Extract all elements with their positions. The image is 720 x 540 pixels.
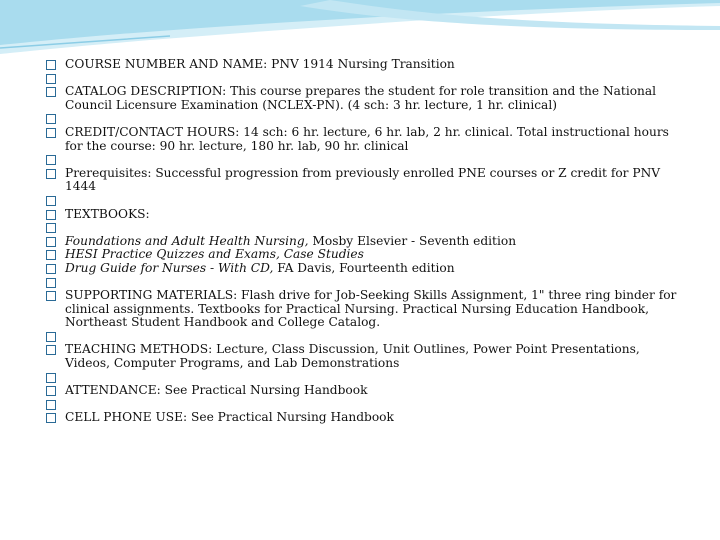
textbook-publisher: Mosby Elsevier - Seventh edition xyxy=(308,233,517,248)
bullet-icon xyxy=(46,250,56,260)
list-item-textbook-drug-guide xyxy=(46,262,686,276)
list-item-textbooks xyxy=(46,208,686,222)
list-item-course-number xyxy=(46,58,686,72)
bullet-icon xyxy=(46,155,56,165)
list-item-blank xyxy=(46,153,686,167)
item-text: COURSE NUMBER AND NAME: PNV 1914 Nursing Transition xyxy=(65,57,455,71)
bullet-icon xyxy=(46,114,56,124)
list-item-blank xyxy=(46,371,686,385)
bullet-icon xyxy=(46,413,56,423)
list-item-blank xyxy=(46,194,686,208)
bullet-icon xyxy=(46,237,56,247)
list-item-textbook-foundations xyxy=(46,235,686,249)
list-item-cell-phone-use xyxy=(46,411,686,425)
item-text: CREDIT/CONTACT HOURS: 14 sch: 6 hr. lecture, 6 hr. lab, 2 hr. clinical. Total instructional hours for the course: 90 hr. lecture, 180 hr. lab, 90 hr. clinical xyxy=(65,124,669,153)
bullet-icon xyxy=(46,169,56,179)
bullet-icon xyxy=(46,345,56,355)
bullet-icon xyxy=(46,60,56,70)
list-item-supporting-materials xyxy=(46,289,686,330)
textbook-title: Foundations and Adult Health Nursing, xyxy=(65,233,309,248)
list-item-blank xyxy=(46,221,686,235)
course-info-list xyxy=(46,58,686,425)
bullet-icon xyxy=(46,278,56,288)
bullet-icon xyxy=(46,373,56,383)
list-item-catalog-description xyxy=(46,85,686,112)
list-item-textbook-hesi xyxy=(46,248,686,262)
bullet-icon xyxy=(46,210,56,220)
item-text: SUPPORTING MATERIALS: Flash drive for Job-Seeking Skills Assignment, 1" three ring binder for clinical assignments. Textbooks for Practical Nursing. Practical Nursing Education Handbook, Northeast Student Handbook and College Catalog. xyxy=(65,288,677,330)
bullet-icon xyxy=(46,87,56,97)
list-item-credit-hours xyxy=(46,126,686,153)
list-item-blank xyxy=(46,398,686,412)
textbook-title: HESI Practice Quizzes and Exams, Case Studies xyxy=(65,247,364,262)
list-item-blank xyxy=(46,72,686,86)
bullet-icon xyxy=(46,128,56,138)
bullet-icon xyxy=(46,386,56,396)
bullet-icon xyxy=(46,400,56,410)
textbook-publisher: FA Davis, Fourteenth edition xyxy=(273,260,455,275)
list-item-teaching-methods xyxy=(46,343,686,370)
list-item-attendance xyxy=(46,384,686,398)
item-text: Prerequisites: Successful progression from previously enrolled PNE courses or Z credit for PNV 1444 xyxy=(65,165,661,194)
list-item-blank xyxy=(46,112,686,126)
bullet-icon xyxy=(46,332,56,342)
item-text: ATTENDANCE: See Practical Nursing Handbook xyxy=(65,383,368,398)
item-text: CATALOG DESCRIPTION: This course prepares the student for role transition and the National Council Licensure Examination (NCLEX-PN). (4 sch: 3 hr. lecture, 1 hr. clinical) xyxy=(65,84,657,112)
bullet-icon xyxy=(46,74,56,84)
textbook-title: Drug Guide for Nurses - With CD, xyxy=(65,260,274,275)
bullet-icon xyxy=(46,264,56,274)
list-item-blank xyxy=(46,276,686,290)
item-text: TEACHING METHODS: Lecture, Class Discussion, Unit Outlines, Power Point Presentations, Videos, Computer Programs, and Lab Demonstrations xyxy=(65,342,640,371)
item-text: CELL PHONE USE: See Practical Nursing Handbook xyxy=(65,410,394,425)
bullet-icon xyxy=(46,291,56,301)
bullet-icon xyxy=(46,196,56,206)
item-text: TEXTBOOKS: xyxy=(65,206,150,221)
list-item-blank xyxy=(46,330,686,344)
bullet-icon xyxy=(46,223,56,233)
list-item-prerequisites xyxy=(46,167,686,194)
